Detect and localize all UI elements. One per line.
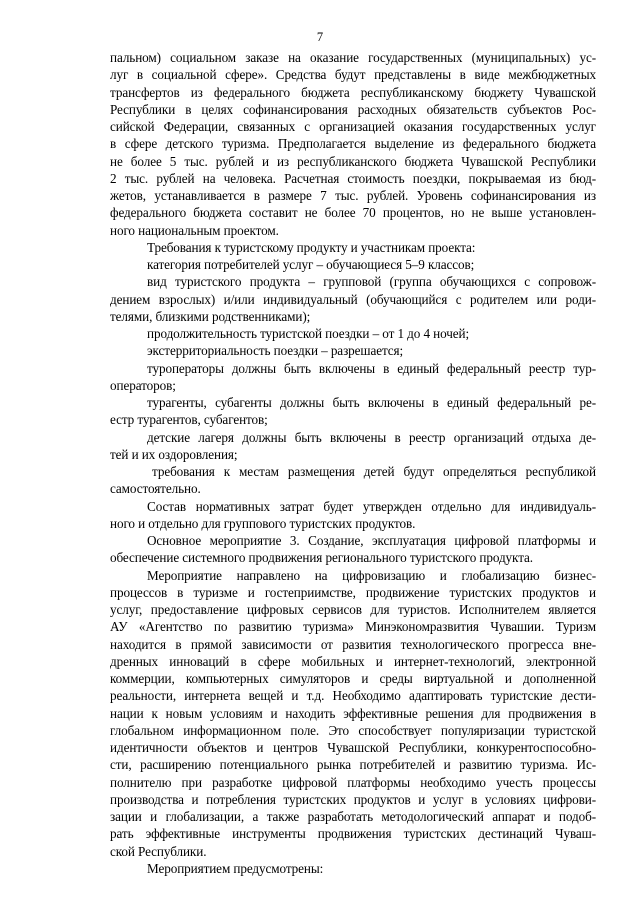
text-line: Основное мероприятие 3. Создание, эксплуатация цифровой платформы и — [147, 533, 596, 548]
text-line: обеспечение системного продвижения регионального туристского продукта. — [110, 550, 533, 566]
text-line: категория потребителей услуг – обучающиеся 5–9 классов; — [147, 257, 475, 272]
text-line: пальном) социальном заказе на оказание государственных (муниципальных) ус- — [110, 50, 596, 65]
text-line: коммерции, компьютерных симуляторов и среды виртуальной и дополненной — [110, 671, 596, 686]
text-line: экстерриториальность поездки – разрешается; — [147, 343, 404, 359]
text-line: не более 5 тыс. рублей и из республиканского бюджета Чувашской Республики — [110, 153, 596, 169]
text-line: производства и потребления туристских продуктов и услуг в условиях цифрови- — [110, 791, 596, 807]
text-line: услуг, предоставление цифровых сервисов для туристов. Исполнителем является — [110, 602, 596, 617]
text-line: луг в социальной сфере». Средства будут представлены в виде межбюджетных — [110, 67, 596, 83]
text-line: сийской Федерации, связанных с организацией оказания государственных услуг — [110, 119, 596, 134]
text-line: федерального бюджета составит не более 70 процентов, но не выше установлен- — [110, 205, 596, 221]
page-number: 7 — [316, 30, 324, 44]
text-line: турагенты, субагенты должны быть включены в единый федеральный ре- — [147, 395, 596, 410]
text-line: трансфертов из федерального бюджета республиканскому бюджету Чувашской — [110, 84, 596, 100]
text-line: сти, расширению потенциального рынка потребителей и развитию туризма. Ис- — [110, 757, 596, 773]
text-line: находится в прямой зависимости от развития технологического прогресса вне- — [110, 636, 596, 652]
text-line: в сфере детского туризма. Предполагается выделение из федерального бюджета — [110, 136, 596, 152]
text-line: дренных инноваций в сфере мобильных и интернет-технологий, электронной — [110, 653, 596, 669]
text-line: АУ «Агентство по развитию туризма» Минэкономразвития Чувашии. Туризм — [110, 619, 596, 635]
text-line: ской Республики. — [110, 843, 207, 859]
text-line: естр турагентов, субагентов; — [110, 412, 268, 428]
text-line: тей и их оздоровления; — [110, 446, 238, 462]
text-line: реальности, интернета вещей и т.д. Необходимо адаптировать туристские дести- — [110, 688, 596, 704]
text-line: Состав нормативных затрат будет утвержден отдельно для индивидуаль- — [147, 498, 596, 514]
text-line: процессов в туризме и гостеприимстве, продвижение туристских продуктов и — [110, 584, 596, 600]
text-line: требования к местам размещения детей будут определяться республикой — [152, 464, 596, 479]
text-line: ного и отдельно для группового туристских продуктов. — [110, 515, 416, 531]
text-line: туроператоры должны быть включены в единый федеральный реестр тур- — [147, 360, 596, 376]
text-line: вид туристского продукта – групповой (группа обучающихся с сопровож- — [147, 274, 596, 290]
text-line: идентичности объектов и центров Чувашской Республики, конкурентоспособно- — [110, 740, 596, 755]
text-line: полнителю при разработке цифровой платформы необходимо учесть процессы — [110, 774, 596, 790]
text-line: операторов; — [110, 377, 176, 393]
text-line: ного национальным проектом. — [110, 222, 279, 238]
text-line: зации и глобализации, а также разработать методологический аппарат и подоб- — [110, 809, 596, 824]
text-line: рать эффективные инструменты продвижения туристских дестинаций Чуваш- — [110, 826, 596, 842]
text-line: самостоятельно. — [110, 481, 201, 497]
text-line: нации к новым условиям и находить эффективные решения для продвижения в — [110, 705, 596, 721]
text-line: Республики в целях софинансирования расходных обязательств субъектов Рос- — [110, 101, 596, 117]
text-line: 2 тыс. рублей на человека. Расчетная стоимость поездки, покрываемая из бюд- — [110, 170, 596, 186]
text-line: Мероприятие направлено на цифровизацию и глобализацию бизнес- — [147, 567, 596, 583]
text-line: Требования к туристскому продукту и участникам проекта: — [147, 239, 476, 255]
text-line: жетов, устанавливается в размере 7 тыс. рублей. Уровень софинансирования из — [110, 188, 596, 203]
text-line: телями, близкими родственниками); — [110, 308, 311, 324]
text-line: глобальном информационном поле. Это способствует популяризации туристской — [110, 722, 596, 738]
text-line: детские лагеря должны быть включены в реестр организаций отдыха де- — [147, 429, 596, 445]
text-line: Мероприятием предусмотрены: — [147, 860, 324, 876]
text-line: дением взрослых) и/или индивидуальный (обучающийся с родителем или роди- — [110, 291, 596, 307]
text-line: продолжительность туристской поездки – от 1 до 4 ночей; — [147, 326, 470, 341]
